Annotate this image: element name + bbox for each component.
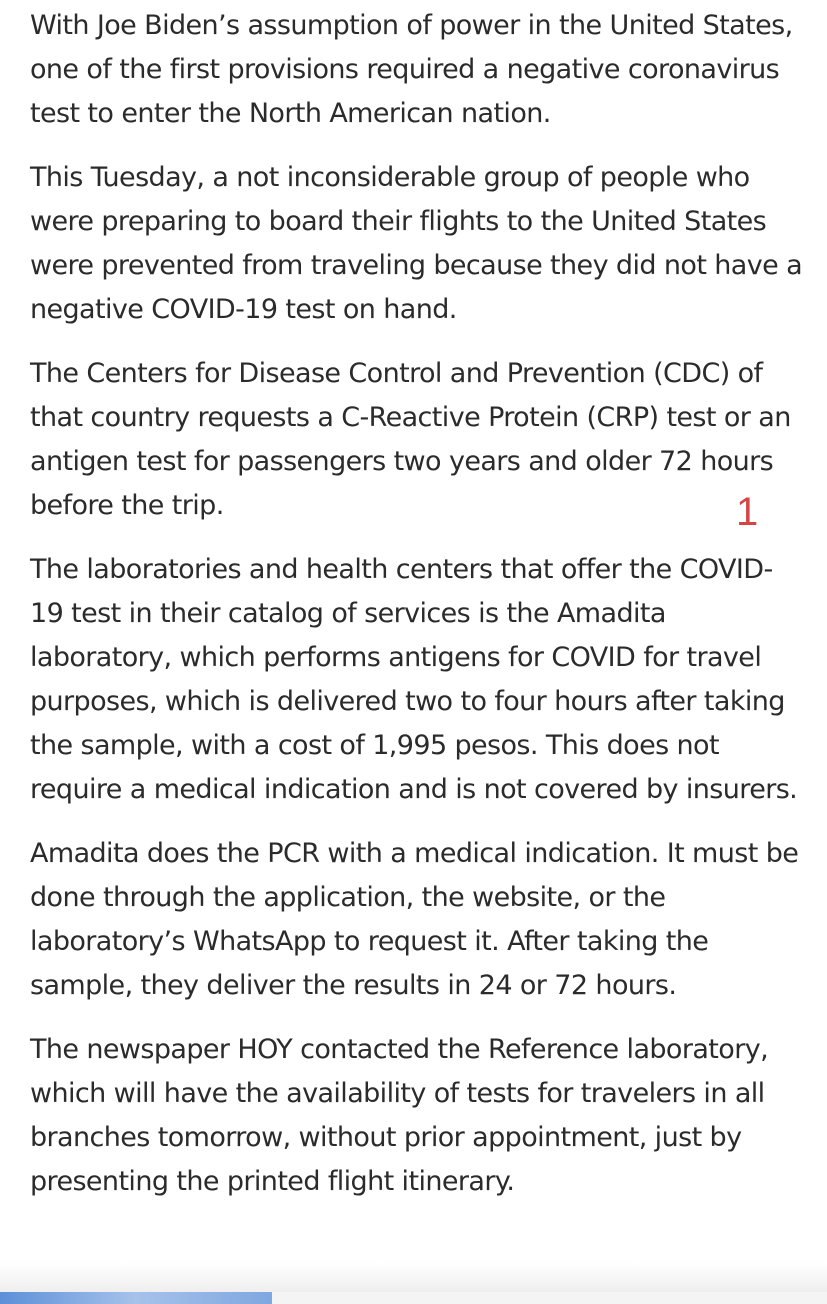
article-paragraph: This Tuesday, a not inconsiderable group of people who were preparing to board their flights to the United States were prevented from traveling because they did not have a negative COVID-19 test on hand.	[30, 162, 803, 325]
article-paragraph: With Joe Biden’s assumption of power in the United States, one of the first provisions required a negative coronavirus test to enter the North American nation.	[30, 10, 793, 129]
article-paragraph: Amadita does the PCR with a medical indication. It must be done through the application, the website, or the laboratory’s WhatsApp to request it. After taking the sample, they deliver the results in 24 or 72 hours.	[30, 838, 799, 1001]
article-paragraph: The Centers for Disease Control and Prevention (CDC) of that country requests a C-Reactive Protein (CRP) test or an antigen test for passengers two years and older 72 hours before the trip.	[30, 358, 791, 521]
partial-image-thumbnail	[0, 1292, 272, 1304]
article-paragraph: The newspaper HOY contacted the Reference laboratory, which will have the availability of tests for travelers in all branches tomorrow, without prior appointment, just by presenting the printed flight itinerary.	[30, 1034, 769, 1197]
article-paragraph: The laboratories and health centers that offer the COVID-19 test in their catalog of services is the Amadita laboratory, which performs antigens for COVID for travel purposes, which is delivered two to four hours after taking the sample, with a cost of 1,995 pesos. This does not require a medical indication and is not covered by insurers.	[30, 554, 798, 805]
annotation-marker: 1	[736, 490, 758, 534]
